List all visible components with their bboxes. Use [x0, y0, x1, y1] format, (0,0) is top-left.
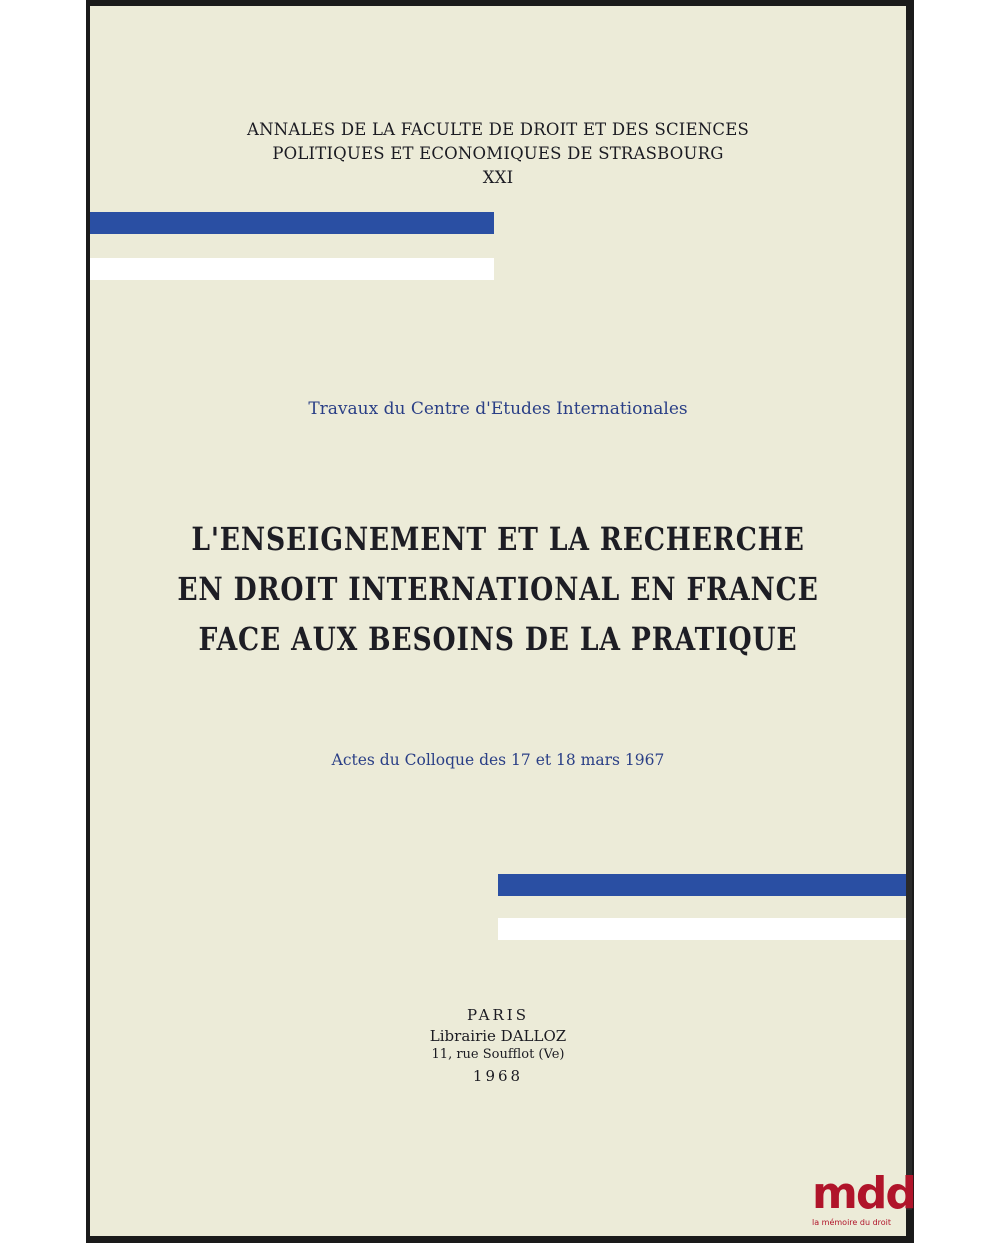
top-blue-stripe: [90, 212, 494, 234]
series-volume: XXI: [482, 168, 514, 187]
bottom-blue-stripe: [498, 874, 906, 896]
publication-year: 1968: [472, 1067, 524, 1085]
series-heading: [90, 118, 906, 190]
mdd-logo: [812, 1168, 915, 1242]
subtitle: Travaux du Centre d'Etudes Internationales: [308, 399, 688, 419]
proceedings-line: Actes du Colloque des 17 et 18 mars 1967: [331, 751, 665, 769]
title-line-2: EN DROIT INTERNATIONAL EN FRANCE: [177, 570, 819, 608]
publisher-block: [90, 1004, 906, 1088]
publisher-city: PARIS: [466, 1006, 530, 1024]
title-line-3: FACE AUX BESOINS DE LA PRATIQUE: [198, 620, 798, 658]
logo-mark: mdd: [812, 1168, 915, 1219]
top-white-stripe: [90, 258, 494, 280]
bottom-white-stripe: [498, 918, 906, 940]
book-cover: [90, 6, 906, 1236]
logo-tagline: la mémoire du droit: [812, 1218, 892, 1227]
title-line-1: L'ENSEIGNEMENT ET LA RECHERCHE: [191, 520, 805, 558]
series-line-2: POLITIQUES ET ECONOMIQUES DE STRASBOURG: [272, 144, 724, 163]
book-title: [159, 514, 836, 664]
spine-edge: [906, 30, 912, 1210]
publisher-name: Librairie DALLOZ: [429, 1027, 567, 1045]
series-line-1: ANNALES DE LA FACULTE DE DROIT ET DES SCIENCES: [247, 120, 749, 139]
publisher-address: 11, rue Soufflot (Ve): [431, 1047, 565, 1062]
